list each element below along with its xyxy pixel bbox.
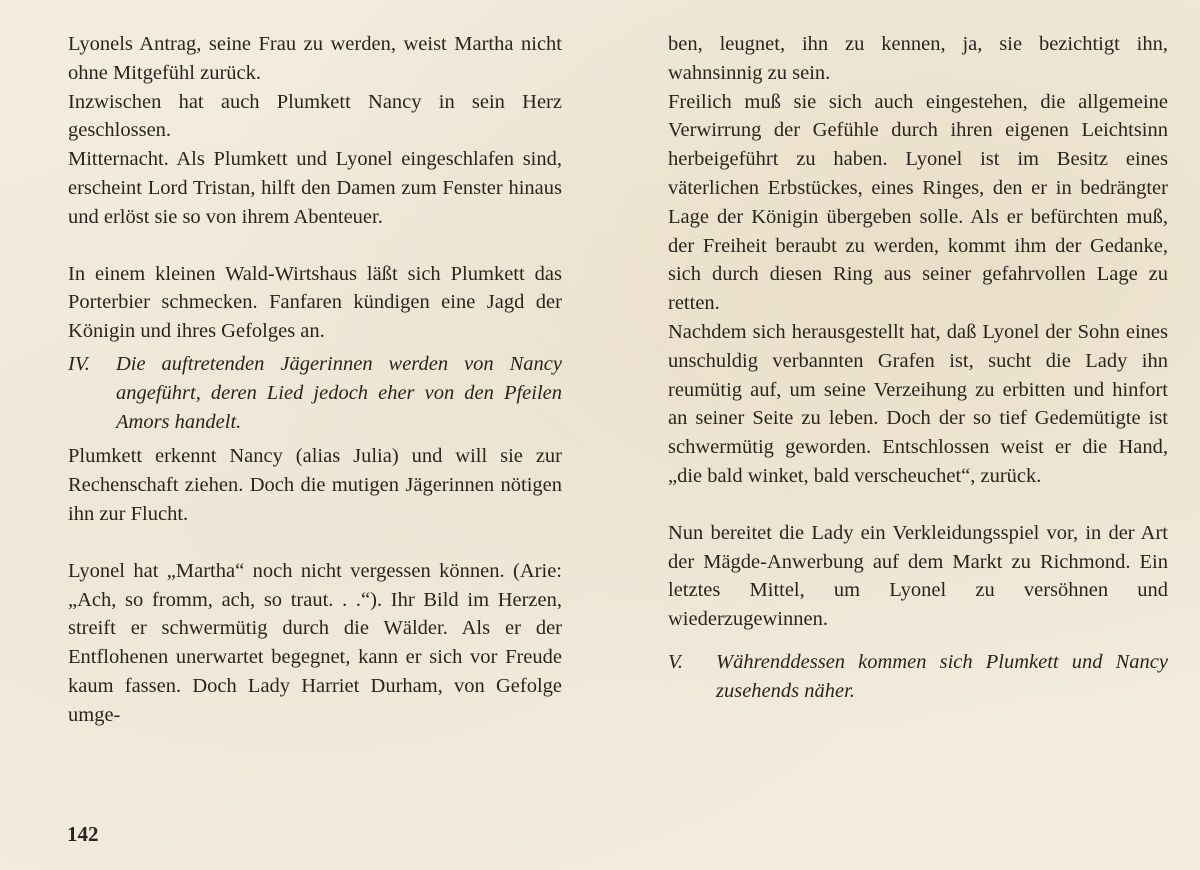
page-number: 142 (67, 822, 99, 846)
paragraph: Nachdem sich herausgestellt hat, daß Lyonel der Sohn eines unschuldig verbannten Grafen ist, sucht die Lady ihn reumütig auf, um seine Verzeihung zu erbitten und hinfort an seiner Seite zu leben. Doch der so tief Gedemütigte ist schwermütig geworden. Entschlossen weist er die Hand, „die bald winket, bald verscheuchet“, zurück. (668, 320, 1168, 487)
paragraph: Inzwischen hat auch Plumkett Nancy in sein Herz geschlossen. (68, 90, 562, 142)
paragraph-gap (68, 232, 562, 260)
paragraph-gap (68, 529, 562, 557)
paragraph: Nun bereitet die Lady ein Verkleidungsspiel vor, in der Art der Mägde-Anwerbung auf dem Markt zu Richmond. Ein letztes Mittel, um Lyonel zu versöhnen und wiederzugewinnen. (668, 521, 1168, 631)
act-v-text: Währenddessen kommen sich Plumkett und Nancy zusehends näher. (716, 650, 1168, 702)
paragraph: Lyonel hat „Martha“ noch nicht vergessen können. (Arie: „Ach, so fromm, ach, so traut. . .“). Ihr Bild im Herzen, streift er schwermütig durch die Wälder. Als er der Entflohenen unerwartet begegnet, kann er sich vor Freude kaum fassen. Doch Lady Harriet Durham, von Gefolge umge- (68, 559, 562, 726)
paragraph-gap (668, 491, 1168, 519)
paragraph: Mitternacht. Als Plumkett und Lyonel eingeschlafen sind, erscheint Lord Tristan, hilft den Damen zum Fenster hinaus und erlöst sie so von ihrem Abenteuer. (68, 148, 562, 228)
paragraph: Plumkett erkennt Nancy (alias Julia) und will sie zur Rechenschaft ziehen. Doch die mutigen Jägerinnen nötigen ihn zur Flucht. (68, 445, 562, 525)
paragraph: Freilich muß sie sich auch eingestehen, die allgemeine Verwirrung der Gefühle durch ihren eigenen Leichtsinn herbeigeführt zu haben. Lyonel ist im Besitz eines väterlichen Erbstückes, eines Ringes, den er in bedrängter Lage der Königin übergeben solle. Als er befürchten muß, der Freiheit beraubt zu werden, kommt ihm der Gedanke, sich durch diesen Ring aus seiner gefahrvollen Lage zu retten. (668, 90, 1168, 315)
act-v-number: V. (668, 650, 684, 673)
paragraph: Lyonels Antrag, seine Frau zu werden, weist Martha nicht ohne Mitgefühl zurück. (68, 33, 562, 84)
act-iv-number: IV. (68, 352, 90, 375)
act-iv-heading (68, 350, 562, 436)
left-column (68, 30, 562, 730)
paragraph: In einem kleinen Wald-Wirtshaus läßt sich Plumkett das Porterbier schmecken. Fanfaren kündigen eine Jagd der Königin und ihres Gefolges an. (68, 262, 562, 343)
paragraph: ben, leugnet, ihn zu kennen, ja, sie bezichtigt ihn, wahnsinnig zu sein. (668, 33, 1168, 84)
act-iv-text: Die auftretenden Jägerinnen werden von Nancy angeführt, deren Lied jedoch eher von den Pfeilen Amors handelt. (116, 352, 562, 433)
act-v-heading (668, 648, 1168, 706)
right-column (668, 30, 1168, 712)
